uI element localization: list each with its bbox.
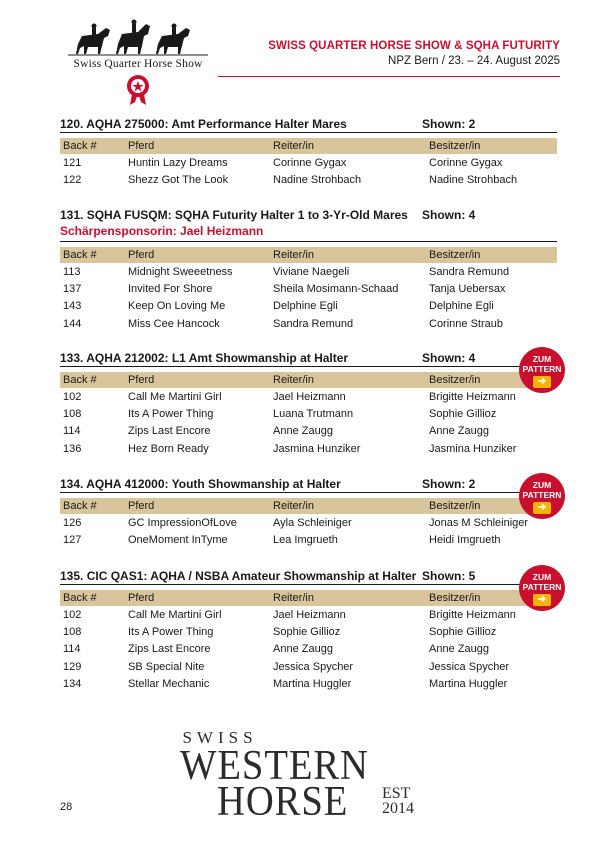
rider-name: Jasmina Hunziker (273, 442, 361, 455)
entries-table (60, 372, 557, 457)
show-logo (58, 14, 218, 106)
table-row (60, 405, 557, 422)
sponsor-line: Schärpensponsorin: Jael Heizmann (60, 224, 557, 242)
class-section (60, 569, 557, 692)
logo-est-label: EST (382, 785, 411, 802)
col-horse: Pferd (125, 498, 270, 514)
horse-name: SB Special Nite (128, 660, 205, 673)
owner-name: Brigitte Heizmann (429, 608, 516, 621)
riders-silhouette-icon (58, 14, 218, 58)
table-header-row (60, 138, 557, 154)
class-heading (60, 117, 557, 133)
swiss-western-horse-logo (180, 728, 420, 823)
back-number: 137 (63, 282, 82, 295)
owner-name: Sophie Gillioz (429, 407, 497, 420)
entries-table (60, 590, 557, 692)
rider-name: Sheila Mosimann-Schaad (273, 282, 399, 295)
col-owner: Besitzer/in (426, 372, 557, 388)
col-owner: Besitzer/in (426, 247, 557, 263)
arrow-right-icon: ➔ (533, 502, 551, 514)
back-number: 144 (63, 317, 82, 330)
rider-name: Martina Huggler (273, 677, 352, 690)
col-rider: Reiter/in (270, 498, 426, 514)
pattern-label: PATTERN (522, 364, 562, 374)
rider-name: Corinne Gygax (273, 156, 347, 169)
entries-table (60, 138, 557, 189)
owner-name: Corinne Straub (429, 317, 503, 330)
horse-name: Call Me Martini Girl (128, 390, 222, 403)
owner-name: Tanja Uebersax (429, 282, 506, 295)
table-header-row (60, 498, 557, 514)
back-number: 108 (63, 625, 82, 638)
table-row (60, 606, 557, 623)
rider-name: Jael Heizmann (273, 608, 346, 621)
rider-name: Jessica Spycher (273, 660, 354, 673)
class-heading (60, 351, 557, 367)
rider-name: Sophie Gillioz (273, 625, 341, 638)
logo-est-year: 2014 (382, 800, 414, 817)
event-title: SWISS QUARTER HORSE SHOW & SQHA FUTURITY (268, 40, 560, 52)
owner-name: Anne Zaugg (429, 425, 489, 438)
class-title: 120. AQHA 275000: Amt Performance Halter Mares (60, 117, 347, 131)
logo-est (382, 786, 414, 816)
horse-name: Call Me Martini Girl (128, 608, 222, 621)
table-row (60, 263, 557, 280)
horse-name: Keep On Loving Me (128, 300, 226, 313)
shown-count: Shown: 2 (422, 117, 476, 131)
back-number: 113 (63, 265, 81, 278)
zum-label: ZUM (532, 480, 552, 490)
shown-count: Shown: 4 (422, 351, 476, 365)
col-back: Back # (60, 372, 125, 388)
horse-name: Zips Last Encore (128, 425, 211, 438)
shown-count: Shown: 5 (422, 569, 476, 583)
horse-name: Midnight Sweeetness (128, 265, 233, 278)
page-number: 28 (60, 801, 73, 813)
rider-name: Delphine Egli (273, 300, 338, 313)
shown-count: Shown: 2 (422, 477, 476, 491)
rider-name: Lea Imgrueth (273, 533, 338, 546)
col-rider: Reiter/in (270, 138, 426, 154)
shown-count: Shown: 4 (422, 208, 476, 222)
class-section (60, 477, 557, 549)
table-row (60, 423, 557, 440)
class-section (60, 351, 557, 457)
owner-name: Corinne Gygax (429, 156, 503, 169)
owner-name: Nadine Strohbach (429, 173, 518, 186)
back-number: 121 (63, 156, 82, 169)
horse-name: Shezz Got The Look (128, 173, 229, 186)
logo-western: WESTERN (180, 743, 369, 789)
horse-name: OneMoment InTyme (128, 533, 228, 546)
table-row (60, 171, 557, 188)
horse-name: Hez Born Ready (128, 442, 209, 455)
back-number: 127 (63, 533, 82, 546)
back-number: 102 (63, 390, 82, 403)
owner-name: Jessica Spycher (429, 660, 510, 673)
table-row (60, 315, 557, 332)
table-row (60, 658, 557, 675)
col-owner: Besitzer/in (426, 498, 557, 514)
back-number: 108 (63, 407, 82, 420)
table-row (60, 531, 557, 548)
rider-name: Sandra Remund (273, 317, 354, 330)
class-heading (60, 477, 557, 493)
rider-name: Luana Trutmann (273, 407, 354, 420)
col-back: Back # (60, 247, 125, 263)
class-title: 131. SQHA FUSQM: SQHA Futurity Halter 1 to 3-Yr-Old Mares (60, 208, 408, 222)
col-rider: Reiter/in (270, 590, 426, 606)
col-horse: Pferd (125, 138, 270, 154)
class-section (60, 208, 557, 332)
horse-name: Its A Power Thing (128, 625, 214, 638)
owner-name: Jonas M Schleiniger (429, 516, 529, 529)
zum-label: ZUM (532, 354, 552, 364)
rosette-icon (125, 74, 151, 106)
col-back: Back # (60, 590, 125, 606)
back-number: 134 (63, 677, 82, 690)
logo-swiss: SWISS (182, 728, 258, 747)
back-number: 114 (63, 425, 81, 438)
table-row (60, 154, 557, 171)
back-number: 136 (63, 442, 82, 455)
horse-name: Miss Cee Hancock (128, 317, 220, 330)
arrow-right-icon: ➔ (533, 376, 551, 388)
owner-name: Sophie Gillioz (429, 625, 497, 638)
zum-pattern-button[interactable] (519, 347, 565, 393)
pattern-label: PATTERN (522, 582, 562, 592)
back-number: 114 (63, 643, 81, 656)
horse-name: Invited For Shore (128, 282, 213, 295)
event-subtitle: NPZ Bern / 23. – 24. August 2025 (388, 55, 560, 67)
table-row (60, 675, 557, 692)
owner-name: Jasmina Hunziker (429, 442, 517, 455)
class-section (60, 117, 557, 189)
owner-name: Heidi Imgrueth (429, 533, 501, 546)
class-heading (60, 569, 557, 585)
back-number: 102 (63, 608, 82, 621)
rider-name: Nadine Strohbach (273, 173, 362, 186)
header-divider (218, 76, 560, 77)
rider-name: Ayla Schleiniger (273, 516, 352, 529)
arrow-right-icon: ➔ (533, 594, 551, 606)
col-horse: Pferd (125, 590, 270, 606)
rider-name: Viviane Naegeli (273, 265, 350, 278)
class-heading (60, 208, 557, 223)
class-title: 133. AQHA 212002: L1 Amt Showmanship at Halter (60, 351, 349, 365)
entries-table (60, 498, 557, 549)
class-title: 134. AQHA 412000: Youth Showmanship at Halter (60, 477, 341, 491)
col-back: Back # (60, 498, 125, 514)
table-row (60, 641, 557, 658)
horse-name: Stellar Mechanic (128, 677, 210, 690)
col-rider: Reiter/in (270, 247, 426, 263)
table-row (60, 280, 557, 297)
back-number: 122 (63, 173, 82, 186)
zum-label: ZUM (532, 572, 552, 582)
owner-name: Sandra Remund (429, 265, 510, 278)
horse-name: Zips Last Encore (128, 643, 211, 656)
back-number: 129 (63, 660, 82, 673)
rider-name: Anne Zaugg (273, 643, 333, 656)
col-back: Back # (60, 138, 125, 154)
col-owner: Besitzer/in (426, 138, 557, 154)
table-header-row (60, 247, 557, 263)
table-row (60, 298, 557, 315)
horse-name: GC ImpressionOfLove (128, 516, 237, 529)
back-number: 143 (63, 300, 82, 313)
logo-text: Swiss Quarter Horse Show (73, 58, 203, 70)
owner-name: Anne Zaugg (429, 643, 489, 656)
class-title: 135. CIC QAS1: AQHA / NSBA Amateur Showmanship at Halter (60, 569, 417, 583)
table-row (60, 514, 557, 531)
logo-horse: HORSE (217, 779, 349, 825)
back-number: 126 (63, 516, 82, 529)
horse-name: Its A Power Thing (128, 407, 214, 420)
rider-name: Jael Heizmann (273, 390, 346, 403)
col-owner: Besitzer/in (426, 590, 557, 606)
pattern-label: PATTERN (522, 490, 562, 500)
zum-pattern-button[interactable] (519, 565, 565, 611)
owner-name: Martina Huggler (429, 677, 508, 690)
table-row (60, 388, 557, 405)
owner-name: Delphine Egli (429, 300, 494, 313)
col-horse: Pferd (125, 372, 270, 388)
zum-pattern-button[interactable] (519, 473, 565, 519)
table-header-row (60, 590, 557, 606)
horse-name: Huntin Lazy Dreams (128, 156, 228, 169)
table-row (60, 623, 557, 640)
col-horse: Pferd (125, 247, 270, 263)
table-row (60, 440, 557, 457)
entries-table (60, 247, 557, 332)
col-rider: Reiter/in (270, 372, 426, 388)
page-header (0, 0, 600, 110)
owner-name: Brigitte Heizmann (429, 390, 516, 403)
rider-name: Anne Zaugg (273, 425, 333, 438)
table-header-row (60, 372, 557, 388)
